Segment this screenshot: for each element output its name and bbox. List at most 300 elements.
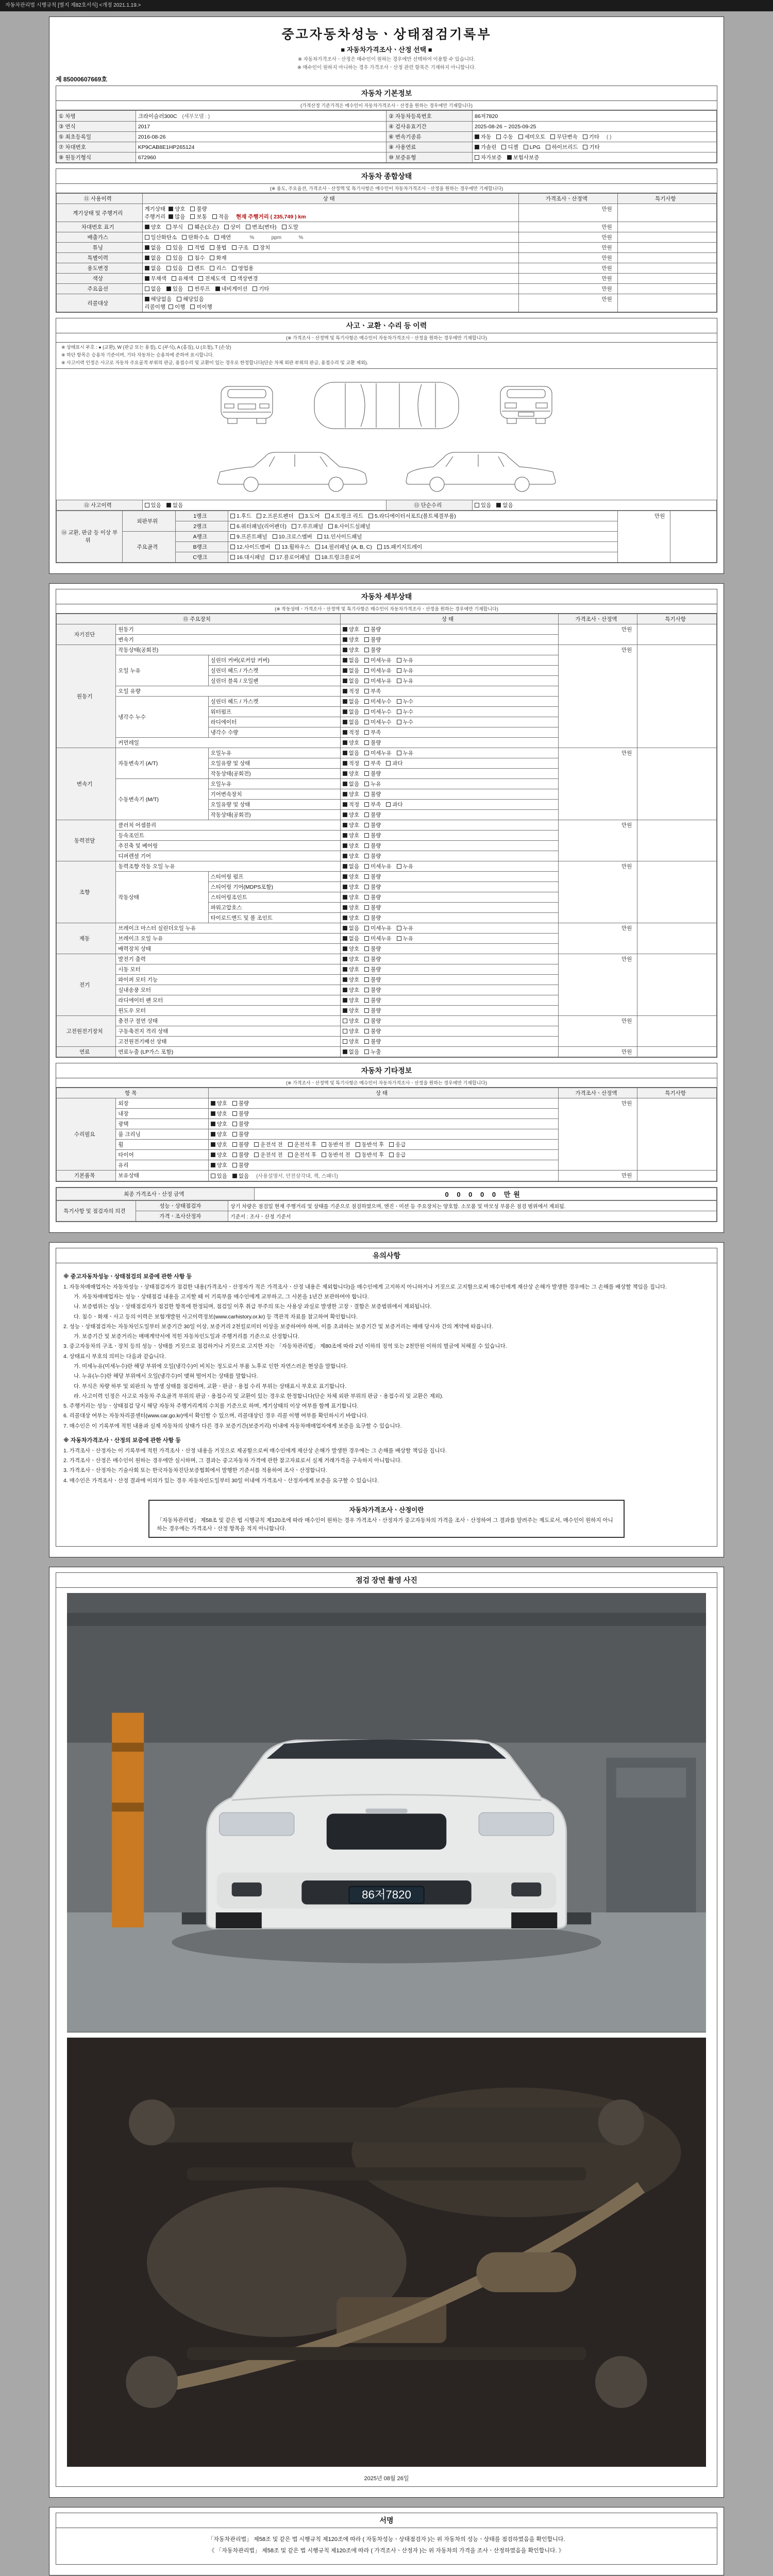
checkbox[interactable] <box>397 720 401 724</box>
checkbox[interactable] <box>546 145 550 149</box>
checkbox[interactable] <box>166 245 171 250</box>
table-row <box>57 1170 717 1181</box>
checkbox[interactable] <box>343 926 347 930</box>
checkbox[interactable] <box>364 843 369 848</box>
checkbox[interactable] <box>397 926 401 930</box>
option <box>282 224 298 230</box>
table-row <box>57 294 717 312</box>
checkbox[interactable] <box>343 1008 347 1013</box>
checkbox[interactable] <box>364 977 369 982</box>
option-label: 불량 <box>371 904 381 911</box>
header-cell <box>57 748 116 820</box>
cell-text: 보유상태 <box>118 1173 139 1179</box>
checkbox[interactable] <box>315 545 320 549</box>
checkbox[interactable] <box>166 503 171 507</box>
cell <box>208 809 340 820</box>
cell <box>558 923 637 954</box>
option-label: 양호 <box>216 1121 227 1127</box>
checkbox[interactable] <box>475 134 479 139</box>
checkbox[interactable] <box>270 555 275 560</box>
checkbox[interactable] <box>145 225 149 229</box>
option <box>288 1152 317 1158</box>
car-diagram-side-left <box>210 445 375 497</box>
option-label: 불량 <box>371 956 381 962</box>
option <box>230 534 267 540</box>
notice-item: 1. 자동차매매업자는 자동차성능ㆍ상태점검자가 점검한 내용(가격조사ㆍ산정자가 적은 가격조사ㆍ산정 내용은 제외합니다)을 매수인에게 고지하지 아니하거나 거짓으로 고지함으로써 매수인에게 재산상 손해가 발생한 경우에는 그 손해를 배상할 책임을 집니다. <box>63 1283 667 1290</box>
car-diagram-row-2 <box>56 442 717 500</box>
checkbox[interactable] <box>364 988 369 992</box>
checkbox[interactable] <box>190 214 195 219</box>
checkbox[interactable] <box>166 225 171 229</box>
checkbox[interactable] <box>145 235 149 240</box>
checkbox[interactable] <box>317 534 322 539</box>
checkbox[interactable] <box>364 689 369 693</box>
checkbox[interactable] <box>364 874 369 879</box>
table-row <box>57 222 717 232</box>
cell-text: 제동 <box>79 935 90 942</box>
checkbox[interactable] <box>169 207 173 211</box>
checkbox[interactable] <box>145 297 149 301</box>
cell-text: 가격조사ㆍ산정액 <box>545 196 587 202</box>
checkbox[interactable] <box>364 751 369 755</box>
checkbox[interactable] <box>211 1163 215 1167</box>
checkbox[interactable] <box>166 256 171 260</box>
checkbox[interactable] <box>364 761 369 766</box>
cell <box>208 902 340 912</box>
table-row <box>57 142 717 152</box>
checkbox[interactable] <box>343 812 347 817</box>
section-accident-note: (※ 가격조사ㆍ산정액 및 특기사항은 매수인이 자동차가격조사ㆍ산정을 원하는 경우에만 기재합니다) <box>56 333 717 343</box>
checkbox[interactable] <box>364 782 369 786</box>
checkbox[interactable] <box>475 145 479 149</box>
checkbox[interactable] <box>518 134 523 139</box>
checkbox[interactable] <box>377 545 382 549</box>
checkbox[interactable] <box>325 514 330 518</box>
header-cell <box>57 294 143 312</box>
cell-text: 실린더 헤드 / 가스켓 <box>210 698 259 705</box>
table-row <box>57 204 717 222</box>
checkbox[interactable] <box>232 245 237 250</box>
checkbox[interactable] <box>232 1101 237 1106</box>
checkbox[interactable] <box>322 1153 326 1157</box>
option <box>182 234 209 241</box>
option-label: 불량 <box>371 894 381 901</box>
table-row <box>57 645 717 655</box>
checkbox[interactable] <box>322 1142 326 1147</box>
checkbox[interactable] <box>166 286 171 291</box>
checkbox[interactable] <box>343 833 347 838</box>
checkbox[interactable] <box>343 957 347 961</box>
checkbox[interactable] <box>246 225 250 229</box>
checkbox[interactable] <box>507 155 512 160</box>
checkbox[interactable] <box>475 155 479 160</box>
checkbox[interactable] <box>224 225 229 229</box>
option <box>190 214 207 220</box>
checkbox[interactable] <box>343 720 347 724</box>
checkbox[interactable] <box>254 1142 259 1147</box>
option <box>145 296 172 302</box>
option-label: 훼손(오손) <box>194 224 219 230</box>
checkbox[interactable] <box>288 1142 293 1147</box>
option <box>397 668 413 674</box>
checkbox[interactable] <box>343 709 347 714</box>
checkbox[interactable] <box>364 1049 369 1054</box>
checkbox[interactable] <box>397 709 401 714</box>
cell-text: 주요골격 <box>137 544 158 550</box>
checkbox[interactable] <box>397 751 401 755</box>
cell <box>637 954 717 1015</box>
option <box>292 523 323 530</box>
checkbox[interactable] <box>254 1153 259 1157</box>
checkbox[interactable] <box>364 967 369 972</box>
option-label: 가솔린 <box>481 144 497 150</box>
checkbox[interactable] <box>231 276 236 281</box>
checkbox[interactable] <box>364 771 369 776</box>
checkbox[interactable] <box>364 854 369 858</box>
option <box>364 833 381 839</box>
checkbox[interactable] <box>364 812 369 817</box>
option-label: 없음 <box>348 935 360 942</box>
checkbox[interactable] <box>343 874 347 879</box>
checkbox[interactable] <box>550 134 555 139</box>
checkbox[interactable] <box>210 245 214 250</box>
checkbox[interactable] <box>496 134 501 139</box>
checkbox[interactable] <box>343 998 347 1003</box>
option <box>364 863 392 870</box>
checkbox[interactable] <box>356 1153 360 1157</box>
option-label: 미세누유 <box>371 750 392 756</box>
checkbox[interactable] <box>364 936 369 941</box>
cell-text: 휠 <box>118 1141 124 1148</box>
cell-text: 시동 모터 <box>118 966 141 973</box>
checkbox[interactable] <box>364 957 369 961</box>
checkbox[interactable] <box>299 514 304 518</box>
checkbox[interactable] <box>230 555 235 560</box>
checkbox[interactable] <box>169 214 173 219</box>
header-cell <box>386 132 473 142</box>
option-label: 누유 <box>402 925 413 931</box>
checkbox[interactable] <box>343 864 347 869</box>
checkbox[interactable] <box>273 534 277 539</box>
option-label: 양호 <box>348 894 360 901</box>
option <box>343 730 359 736</box>
checkbox[interactable] <box>368 514 373 518</box>
checkbox[interactable] <box>343 771 347 776</box>
option-label: 없음 <box>150 255 161 261</box>
checkbox[interactable] <box>343 668 347 673</box>
checkbox[interactable] <box>292 524 296 529</box>
option <box>364 884 381 890</box>
checkbox[interactable] <box>364 885 369 889</box>
checkbox[interactable] <box>364 905 369 910</box>
checkbox[interactable] <box>397 864 401 869</box>
checkbox[interactable] <box>182 235 187 240</box>
header-cell <box>57 923 116 954</box>
checkbox[interactable] <box>188 256 193 260</box>
checkbox[interactable] <box>583 134 587 139</box>
checkbox[interactable] <box>364 679 369 683</box>
checkbox[interactable] <box>210 266 214 270</box>
option <box>188 286 210 292</box>
cell-text: 외판부위 <box>137 518 158 524</box>
cell <box>255 1188 717 1200</box>
checkbox[interactable] <box>211 1111 215 1116</box>
header-cell <box>123 511 175 531</box>
option <box>232 265 254 272</box>
option-label: 많음 <box>175 214 186 220</box>
checkbox[interactable] <box>343 905 347 910</box>
checkbox[interactable] <box>215 286 220 291</box>
option <box>211 1173 227 1179</box>
checkbox[interactable] <box>364 1029 369 1033</box>
cell <box>116 820 341 830</box>
checkbox[interactable] <box>343 782 347 786</box>
checkbox[interactable] <box>343 627 347 632</box>
checkbox[interactable] <box>211 1132 215 1137</box>
cell-note: ( ) <box>607 134 612 140</box>
checkbox[interactable] <box>583 145 587 149</box>
checkbox[interactable] <box>257 514 261 518</box>
checkbox[interactable] <box>364 946 369 951</box>
option <box>230 554 265 561</box>
cell <box>473 111 717 122</box>
checkbox[interactable] <box>232 1174 237 1178</box>
checkbox[interactable] <box>230 534 235 539</box>
option <box>397 678 413 684</box>
checkbox[interactable] <box>343 977 347 982</box>
checkbox[interactable] <box>343 1029 347 1033</box>
option-label: 양호 <box>348 626 360 633</box>
checkbox[interactable] <box>364 916 369 920</box>
header-cell <box>57 122 136 132</box>
checkbox[interactable] <box>397 658 401 663</box>
checkbox[interactable] <box>343 946 347 951</box>
checkbox[interactable] <box>230 514 235 518</box>
option-label: 없음 <box>348 781 360 787</box>
checkbox[interactable] <box>386 761 391 766</box>
option <box>356 1152 384 1158</box>
checkbox[interactable] <box>282 225 287 229</box>
cell <box>518 253 617 263</box>
checkbox[interactable] <box>253 286 257 291</box>
checkbox[interactable] <box>343 751 347 755</box>
checkbox[interactable] <box>343 699 347 704</box>
cell <box>116 871 208 923</box>
checkbox[interactable] <box>275 545 280 549</box>
cell-text: 작동상태 <box>118 894 139 901</box>
checkbox[interactable] <box>364 833 369 838</box>
checkbox[interactable] <box>315 555 320 560</box>
option <box>254 1152 283 1158</box>
checkbox[interactable] <box>343 689 347 693</box>
cell <box>558 1170 637 1181</box>
checkbox[interactable] <box>364 740 369 745</box>
checkbox[interactable] <box>343 792 347 796</box>
checkbox[interactable] <box>364 699 369 704</box>
checkbox[interactable] <box>343 967 347 972</box>
option <box>343 771 359 777</box>
checkbox[interactable] <box>343 1049 347 1054</box>
checkbox[interactable] <box>288 1153 293 1157</box>
checkbox[interactable] <box>230 524 235 529</box>
checkbox[interactable] <box>254 245 258 250</box>
document-number: 제 85000607669호 <box>56 76 107 83</box>
header-cell <box>386 142 473 152</box>
checkbox[interactable] <box>212 214 217 219</box>
checkbox[interactable] <box>343 1039 347 1044</box>
checkbox[interactable] <box>397 699 401 704</box>
cell-text: 2025-08-26 ~ 2025-09-25 <box>475 123 536 130</box>
option-label: 14.필러패널 (A, B, C) <box>321 544 372 550</box>
checkbox[interactable] <box>364 998 369 1003</box>
checkbox[interactable] <box>356 1142 360 1147</box>
checkbox[interactable] <box>364 720 369 724</box>
cell <box>116 1139 208 1149</box>
checkbox[interactable] <box>397 668 401 673</box>
cell <box>340 851 558 861</box>
checkbox[interactable] <box>232 1153 237 1157</box>
option <box>364 781 381 787</box>
checkbox[interactable] <box>389 1142 394 1147</box>
checkbox[interactable] <box>169 304 173 309</box>
checkbox[interactable] <box>364 802 369 807</box>
checkbox[interactable] <box>343 854 347 858</box>
checkbox[interactable] <box>145 266 149 270</box>
checkbox[interactable] <box>343 895 347 900</box>
checkbox[interactable] <box>364 668 369 673</box>
section-detail-title: 자동차 세부상태 <box>56 589 717 604</box>
option-label: 기타 <box>589 144 600 150</box>
checkbox[interactable] <box>188 245 193 250</box>
option-label: 양호 <box>216 1162 227 1168</box>
checkbox[interactable] <box>343 637 347 642</box>
checkbox[interactable] <box>232 1132 237 1137</box>
option <box>364 822 381 828</box>
cell <box>637 624 717 645</box>
checkbox[interactable] <box>364 1039 369 1044</box>
checkbox[interactable] <box>343 730 347 735</box>
checkbox[interactable] <box>364 709 369 714</box>
checkbox[interactable] <box>386 802 391 807</box>
checkbox[interactable] <box>211 1174 215 1178</box>
accident-parts-table <box>56 511 717 563</box>
option-label: 기타 <box>589 134 600 140</box>
checkbox[interactable] <box>232 1122 237 1126</box>
option <box>364 657 392 664</box>
checkbox[interactable] <box>211 1122 215 1126</box>
checkbox[interactable] <box>389 1153 394 1157</box>
cell-text: 커먼레일 <box>118 739 139 746</box>
checkbox[interactable] <box>364 864 369 869</box>
checkbox[interactable] <box>343 1019 347 1023</box>
checkbox[interactable] <box>145 245 149 250</box>
checkbox[interactable] <box>188 266 193 270</box>
header-cell <box>57 142 136 152</box>
checkbox[interactable] <box>198 276 203 281</box>
checkbox[interactable] <box>364 1008 369 1013</box>
checkbox[interactable] <box>397 936 401 941</box>
checkbox[interactable] <box>145 503 149 507</box>
checkbox[interactable] <box>232 1142 237 1147</box>
checkbox[interactable] <box>343 658 347 663</box>
checkbox[interactable] <box>364 658 369 663</box>
checkbox[interactable] <box>232 266 237 270</box>
checkbox[interactable] <box>343 988 347 992</box>
checkbox[interactable] <box>214 235 219 240</box>
cell-text: 실린더 블록 / 오일팬 <box>210 677 259 684</box>
checkbox[interactable] <box>364 895 369 900</box>
checkbox[interactable] <box>343 802 347 807</box>
checkbox[interactable] <box>210 256 214 260</box>
checkbox[interactable] <box>364 926 369 930</box>
car-diagram-side-right <box>398 445 563 497</box>
checkbox[interactable] <box>343 761 347 766</box>
checkbox[interactable] <box>230 545 235 549</box>
checkbox[interactable] <box>211 1153 215 1157</box>
checkbox[interactable] <box>172 276 176 281</box>
checkbox[interactable] <box>364 792 369 796</box>
cell <box>518 284 617 294</box>
checkbox[interactable] <box>343 823 347 827</box>
checkbox[interactable] <box>343 916 347 920</box>
checkbox[interactable] <box>328 524 333 529</box>
checkbox[interactable] <box>166 266 171 270</box>
checkbox[interactable] <box>343 936 347 941</box>
checkbox[interactable] <box>496 503 501 507</box>
checkbox[interactable] <box>211 1142 215 1147</box>
checkbox[interactable] <box>343 885 347 889</box>
checkbox[interactable] <box>232 1111 237 1116</box>
checkbox[interactable] <box>145 256 149 260</box>
cell-text: 기본품목 <box>74 1173 95 1179</box>
checkbox[interactable] <box>364 637 369 642</box>
cell <box>116 954 341 964</box>
checkbox[interactable] <box>145 276 149 281</box>
checkbox[interactable] <box>475 503 479 507</box>
price-definition-title: 자동차가격조사ㆍ산정이란 <box>349 1506 424 1514</box>
cell <box>208 799 340 809</box>
cell-text: 만원 <box>601 206 612 212</box>
checkbox[interactable] <box>364 648 369 652</box>
checkbox[interactable] <box>343 648 347 652</box>
checkbox[interactable] <box>188 286 193 291</box>
section-photos <box>56 1572 717 2487</box>
checkbox[interactable] <box>343 843 347 848</box>
checkbox[interactable] <box>145 286 149 291</box>
option-label: 없음 <box>348 750 360 756</box>
checkbox[interactable] <box>364 627 369 632</box>
option <box>343 977 359 983</box>
checkbox[interactable] <box>364 823 369 827</box>
checkbox[interactable] <box>524 145 528 149</box>
checkbox[interactable] <box>211 1101 215 1106</box>
checkbox[interactable] <box>190 207 195 211</box>
checkbox[interactable] <box>343 679 347 683</box>
cell-text: 만원 <box>601 296 612 302</box>
option <box>145 502 161 509</box>
table-row <box>57 1188 717 1200</box>
checkbox[interactable] <box>397 679 401 683</box>
checkbox[interactable] <box>232 1163 237 1167</box>
option-label: 미세누수 <box>371 719 392 725</box>
checkbox[interactable] <box>364 730 369 735</box>
checkbox[interactable] <box>188 225 193 229</box>
checkbox[interactable] <box>177 297 181 301</box>
checkbox[interactable] <box>343 740 347 745</box>
checkbox[interactable] <box>501 145 506 149</box>
checkbox[interactable] <box>190 304 195 309</box>
checkbox[interactable] <box>364 1019 369 1023</box>
